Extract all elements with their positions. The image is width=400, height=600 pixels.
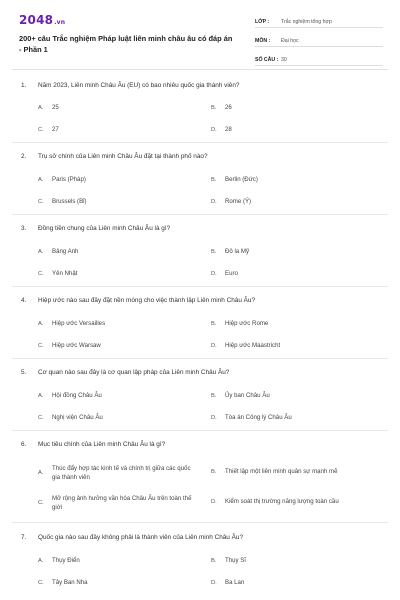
option-text: Hiệp ước Versailles xyxy=(52,320,106,327)
option-c[interactable] xyxy=(38,494,198,512)
option-text: Kiểm soát thị trường năng lượng toàn cầu xyxy=(225,498,339,505)
option-letter: D. xyxy=(211,415,217,421)
option-c[interactable] xyxy=(38,198,87,206)
option-text: Thụy Sĩ xyxy=(225,557,246,564)
option-c[interactable] xyxy=(38,414,103,422)
option-letter: A. xyxy=(38,321,44,327)
option-text: Berlin (Đức) xyxy=(225,176,258,183)
option-text: Nghị viện Châu Âu xyxy=(52,414,103,421)
question-text xyxy=(21,82,239,89)
option-b[interactable] xyxy=(211,392,270,400)
option-letter: C. xyxy=(38,343,44,349)
question-text xyxy=(21,441,165,448)
option-d[interactable] xyxy=(211,198,251,206)
question-stem: Năm 2023, Liên minh Châu Âu (EU) có bao nhiêu quốc gia thành viên? xyxy=(38,82,240,89)
question-stem: Cơ quan nào sau đây là cơ quan lập pháp của Liên minh Châu Âu? xyxy=(38,369,230,376)
meta-label: MÔN : xyxy=(255,38,271,44)
option-text: 25 xyxy=(52,104,59,111)
question-number: 1. xyxy=(21,82,27,89)
option-text: Thụy Điển xyxy=(52,557,80,564)
option-letter: D. xyxy=(211,271,217,277)
option-b[interactable] xyxy=(211,468,391,476)
option-text: Thúc đẩy hợp tác kinh tế và chính trị giữa các quốc gia thành viên xyxy=(52,465,191,481)
question-stem: Mục tiêu chính của Liên minh Châu Âu là gì? xyxy=(38,441,166,448)
option-text: Đô la Mỹ xyxy=(225,248,250,255)
question-divider xyxy=(12,142,388,143)
option-b[interactable] xyxy=(211,248,249,256)
meta-label: LỚP : xyxy=(255,19,270,25)
option-letter: A. xyxy=(38,558,44,564)
option-c[interactable] xyxy=(38,126,59,134)
option-a[interactable] xyxy=(38,248,78,256)
question-stem: Đồng tiền chung của Liên minh Châu Âu là gì? xyxy=(38,225,171,232)
option-letter: D. xyxy=(211,127,217,133)
option-d[interactable] xyxy=(211,498,391,506)
question-number: 3. xyxy=(21,225,27,232)
option-c[interactable] xyxy=(38,579,88,587)
logo-text: 2048 xyxy=(19,13,54,27)
site-logo[interactable] xyxy=(19,13,65,27)
question-divider xyxy=(12,214,388,215)
option-b[interactable] xyxy=(211,320,268,328)
option-text: Rome (Ý) xyxy=(225,198,252,205)
option-c[interactable] xyxy=(38,342,101,350)
option-letter: A. xyxy=(38,105,44,111)
question-text xyxy=(21,297,255,304)
question-divider xyxy=(12,522,388,523)
meta-value: Đại học xyxy=(281,38,299,44)
option-d[interactable] xyxy=(211,342,280,350)
option-text: Mở rộng ảnh hưởng văn hóa Châu Âu trên toàn thế giới xyxy=(52,495,192,511)
question-stem: Quốc gia nào sau đây không phải là thành viên của Liên minh Châu Âu? xyxy=(38,534,243,541)
question-number: 2. xyxy=(21,153,27,160)
option-letter: D. xyxy=(211,343,217,349)
question-number: 4. xyxy=(21,297,27,304)
page-title: 200+ câu Trắc nghiệm Pháp luật liên minh châu âu có đáp án - Phần 1 xyxy=(19,34,233,54)
option-c[interactable] xyxy=(38,270,77,278)
option-letter: C. xyxy=(38,500,44,506)
meta-row-subject xyxy=(255,33,383,47)
option-d[interactable] xyxy=(211,270,238,278)
option-text: Tây Ban Nha xyxy=(52,579,88,586)
option-text: Yên Nhật xyxy=(52,270,78,277)
option-letter: C. xyxy=(38,415,44,421)
option-text: Hiệp ước Rome xyxy=(225,320,269,327)
question-stem: Trụ sở chính của Liên minh Châu Âu đặt tại thành phố nào? xyxy=(38,153,208,160)
option-letter: C. xyxy=(38,127,44,133)
question-number: 6. xyxy=(21,441,27,448)
option-b[interactable] xyxy=(211,557,246,565)
question-text xyxy=(21,534,243,541)
option-text: Ba Lan xyxy=(225,579,245,586)
option-text: 26 xyxy=(225,104,232,111)
option-letter: A. xyxy=(38,249,44,255)
question-divider xyxy=(12,358,388,359)
option-letter: B. xyxy=(211,558,217,564)
option-letter: A. xyxy=(38,393,44,399)
option-letter: C. xyxy=(38,199,44,205)
option-b[interactable] xyxy=(211,104,232,112)
option-text: 27 xyxy=(52,126,59,133)
option-a[interactable] xyxy=(38,320,105,328)
option-letter: B. xyxy=(211,177,217,183)
option-letter: D. xyxy=(211,199,217,205)
option-letter: B. xyxy=(211,469,217,475)
question-divider xyxy=(12,430,388,431)
option-letter: B. xyxy=(211,105,217,111)
option-letter: B. xyxy=(211,393,217,399)
meta-row-class xyxy=(255,14,383,28)
option-letter: A. xyxy=(38,177,44,183)
option-letter: D. xyxy=(211,580,217,586)
option-letter: D. xyxy=(211,499,217,505)
option-text: Hội đồng Châu Âu xyxy=(52,392,102,399)
option-b[interactable] xyxy=(211,176,258,184)
question-stem: Hiệp ước nào sau đây đặt nền móng cho việc thành lập Liên minh Châu Âu? xyxy=(38,297,256,304)
option-text: Brussels (Bỉ) xyxy=(52,198,87,205)
option-d[interactable] xyxy=(211,126,232,134)
option-letter: A. xyxy=(38,470,44,476)
option-d[interactable] xyxy=(211,579,244,587)
option-letter: C. xyxy=(38,271,44,277)
option-letter: B. xyxy=(211,321,217,327)
question-text xyxy=(21,153,208,160)
exam-meta-table xyxy=(255,14,383,66)
option-letter: C. xyxy=(38,580,44,586)
logo-suffix: .vn xyxy=(54,19,66,26)
option-a[interactable] xyxy=(38,392,102,400)
question-text xyxy=(21,369,229,376)
meta-label: SỐ CÂU : xyxy=(255,57,279,63)
option-a[interactable] xyxy=(38,176,86,184)
option-text: Bảng Anh xyxy=(52,248,79,255)
option-text: Ủy ban Châu Âu xyxy=(225,392,270,399)
option-text: Thiết lập một liên minh quân sự mạnh mẽ xyxy=(225,468,338,475)
option-text: 28 xyxy=(225,126,232,133)
question-number: 5. xyxy=(21,369,27,376)
page-header xyxy=(0,0,400,62)
option-text: Paris (Pháp) xyxy=(52,176,86,183)
option-a[interactable] xyxy=(38,464,198,482)
meta-value: 30 xyxy=(281,57,287,63)
question-divider xyxy=(12,286,388,287)
option-a[interactable] xyxy=(38,557,80,565)
meta-row-count xyxy=(255,52,383,66)
option-letter: B. xyxy=(211,249,217,255)
option-a[interactable] xyxy=(38,104,59,112)
option-text: Tòa án Công lý Châu Âu xyxy=(225,414,292,421)
option-text: Euro xyxy=(225,270,238,277)
meta-value: Trắc nghiệm tổng hợp xyxy=(281,19,332,25)
option-text: Hiệp ước Warsaw xyxy=(52,342,101,349)
question-text xyxy=(21,225,170,232)
option-d[interactable] xyxy=(211,414,292,422)
question-number: 7. xyxy=(21,534,27,541)
option-text: Hiệp ước Maastricht xyxy=(225,342,281,349)
header-divider xyxy=(12,69,388,70)
